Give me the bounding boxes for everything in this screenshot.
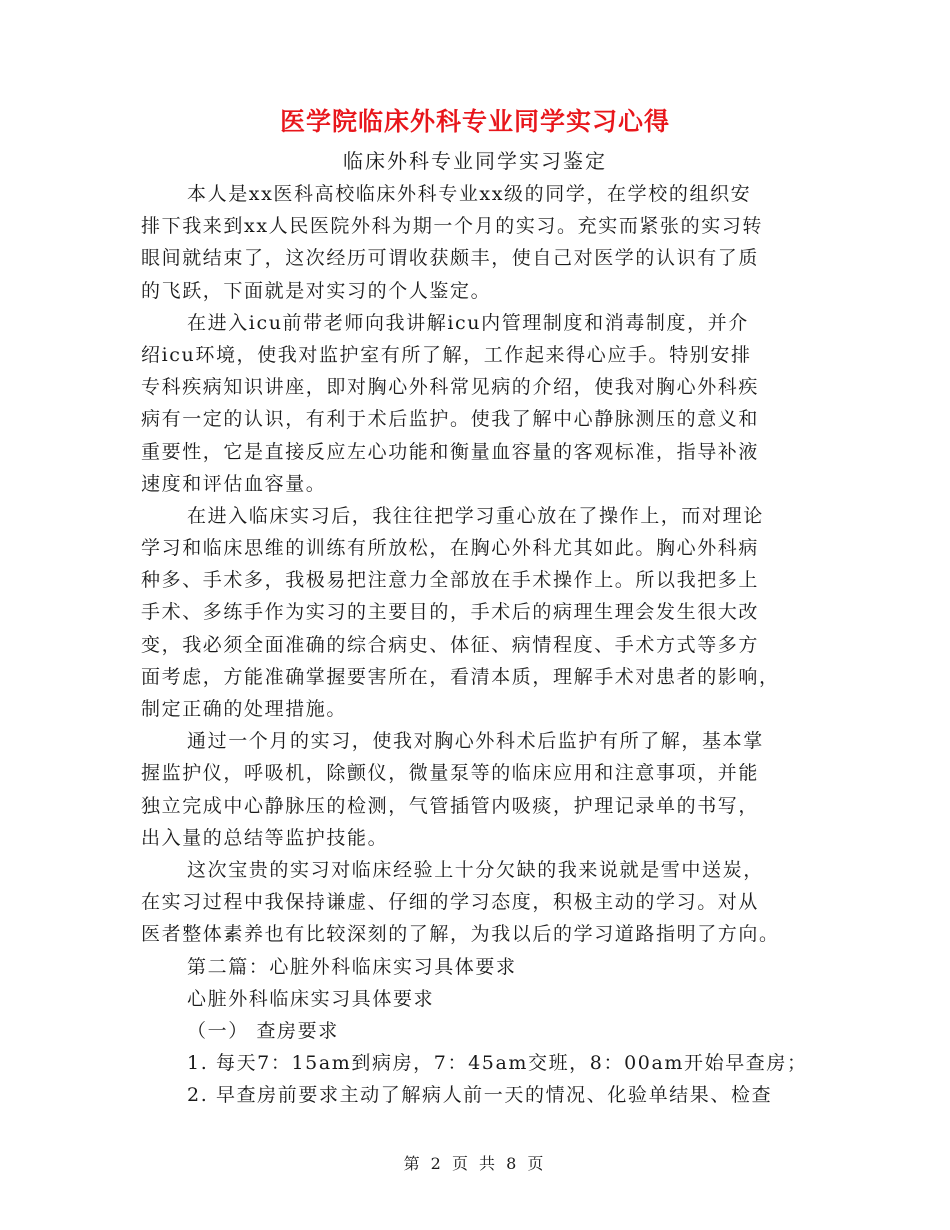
text-line: 第二篇：心脏外科临床实习具体要求 [187,955,517,978]
text-line: 在进入临床实习后，我往往把学习重心放在了操作上，而对理论 [187,504,764,527]
text-line: 排下我来到xx人民医院外科为期一个月的实习。充实而紧张的实习转 [141,215,764,238]
text-line: 本人是xx医科高校临床外科专业xx级的同学，在学校的组织安 [187,183,752,205]
text-line: 的飞跃，下面就是对实习的个人鉴定。 [141,279,492,302]
text-line: 种多、手术多，我极易把注意力全部放在手术操作上。所以我把多上 [141,569,760,592]
text-line: 学习和临床思维的训练有所放松，在胸心外科尤其如此。胸心外科病 [141,537,760,560]
document-subtitle: 临床外科专业同学实习鉴定 [343,149,607,173]
text-line: 速度和评估血容量。 [141,472,327,495]
text-line: 医者整体素养也有比较深刻的了解，为我以后的学习道路指明了方向。 [141,923,780,946]
text-line: 心脏外科临床实习具体要求 [187,987,435,1010]
text-line: （一） 查房要求 [187,1019,339,1042]
text-line: 专科疾病知识讲座，即对胸心外科常见病的介绍，使我对胸心外科疾 [141,376,760,399]
text-line: 手术、多练手作为实习的主要目的，手术后的病理生理会发生很大改 [141,601,760,624]
text-line: 2. 早查房前要求主动了解病人前一天的情况、化验单结果、检查 [187,1084,773,1107]
text-line: 变，我必须全面准确的综合病史、体征、病情程度、手术方式等多方 [141,633,760,656]
text-line: 这次宝贵的实习对临床经验上十分欠缺的我来说就是雪中送炭， [187,858,764,881]
text-line: 眼间就结束了，这次经历可谓收获颇丰，使自己对医学的认识有了质 [141,247,760,270]
text-line: 出入量的总结等监护技能。 [141,826,389,849]
document-title: 医学院临床外科专业同学实习心得 [279,107,670,136]
text-line: 绍icu环境，使我对监护室有所了解，工作起来得心应手。特别安排 [141,343,752,366]
text-line: 面考虑，方能准确掌握要害所在，看清本质，理解手术对患者的影响， [141,665,780,688]
text-line: 握监护仪，呼吸机，除颤仪，微量泵等的临床应用和注意事项，并能 [141,762,760,785]
page-footer: 第 2 页 共 8 页 [403,1154,547,1173]
text-line: 制定正确的处理措施。 [141,698,348,720]
text-line: 在实习过程中我保持谦虚、仔细的学习态度，积极主动的学习。对从 [141,891,760,914]
document-body [141,178,813,1111]
text-line: 在进入icu前带老师向我讲解icu内管理制度和消毒制度，并介 [187,311,749,334]
text-line: 重要性，它是直接反应左心功能和衡量血容量的客观标准，指导补液 [141,440,760,463]
text-line: 通过一个月的实习，使我对胸心外科术后监护有所了解，基本掌 [187,730,764,753]
text-line: 病有一定的认识，有利于术后监护。使我了解中心静脉测压的意义和 [141,408,760,431]
text-line: 1. 每天7：15am到病房，7：45am交班，8：00am开始早查房； [187,1052,808,1075]
text-line: 独立完成中心静脉压的检测，气管插管内吸痰，护理记录单的书写， [141,794,760,817]
